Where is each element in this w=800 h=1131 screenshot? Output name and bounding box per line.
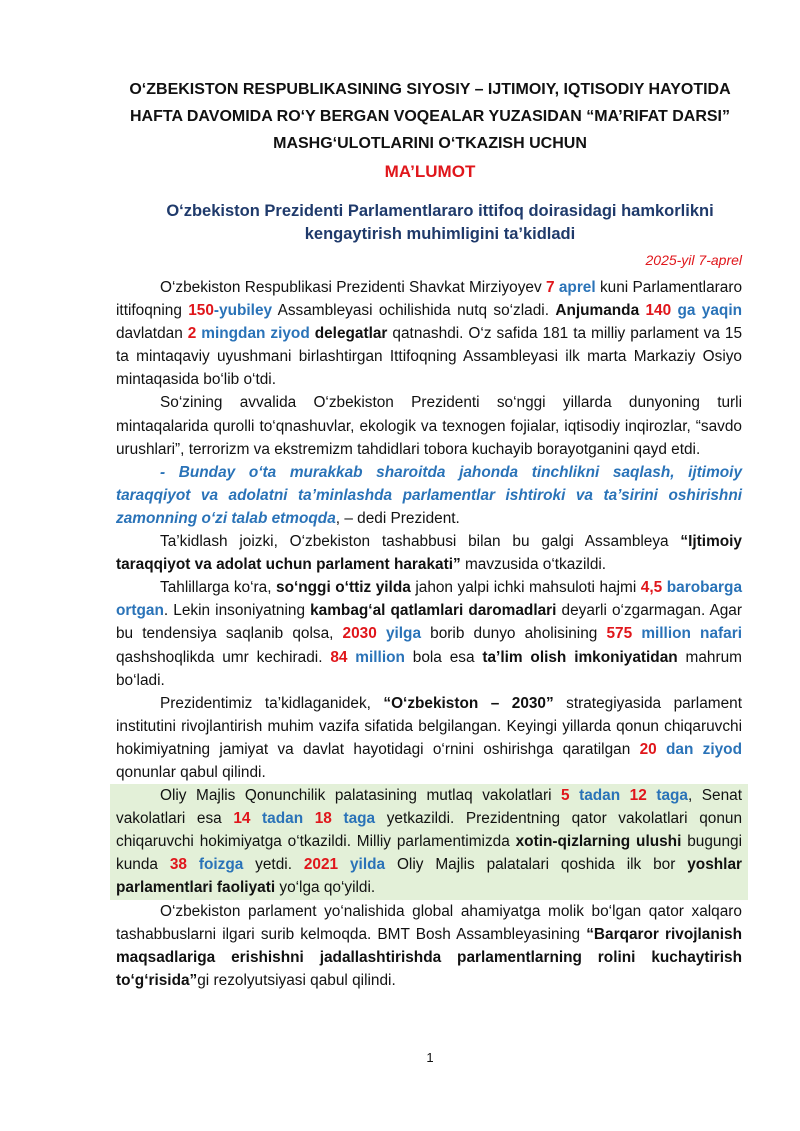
- text: Tahlillarga ko‘ra,: [160, 579, 277, 597]
- highlight-word: mingdan ziyod: [196, 325, 310, 343]
- highlight-word: yilda: [338, 856, 386, 874]
- highlight-number: 5: [561, 787, 570, 805]
- bold-text: ta’lim olish imkoniyatidan: [482, 648, 678, 666]
- text: bola esa: [404, 648, 483, 666]
- article-date: 2025-yil 7-aprel: [645, 252, 742, 268]
- highlight-word: taga: [331, 810, 376, 828]
- paragraph-7-highlighted: [110, 784, 748, 899]
- document-label: MA’LUMOT: [384, 162, 476, 181]
- text: mahrum bo‘ladi.: [116, 648, 742, 689]
- bold-text: kambag‘al qatlamlari daromadlari: [310, 602, 557, 620]
- bold-text: so‘nggi o‘ttiz yilda: [276, 579, 411, 597]
- text: kuni Parlamentlararo ittifoqning: [116, 279, 743, 320]
- bold-text: “O‘zbekiston – 2030”: [383, 694, 554, 712]
- highlight-word: aprel: [554, 279, 596, 296]
- highlight-number: 18: [314, 810, 332, 828]
- highlight-word: tadan: [250, 810, 315, 828]
- bold-text: “Ijtimoiy taraqqiyot va adolat uchun parlament harakati”: [116, 533, 742, 574]
- bold-text: yoshlar parlamentlari faoliyati: [116, 856, 742, 897]
- bold-text: “Barqaror rivojlanish maqsadlariga erishishni jadallashtirishda parlamentlarning rolini kuchaytirish to‘g‘risida”: [116, 925, 743, 989]
- highlight-number: 4,5: [640, 579, 663, 597]
- highlight-word: taga: [646, 787, 688, 805]
- header-line-3: MASHG‘ULOTLARINI O‘TKAZISH UCHUN: [273, 135, 587, 152]
- highlight-word: dan ziyod: [656, 740, 742, 758]
- text: jahon yalpi ichki mahsuloti hajmi: [410, 579, 641, 597]
- text: davlatdan: [116, 325, 188, 343]
- text: yo‘lga qo‘yildi.: [275, 879, 376, 897]
- text: , Senat vakolatlari esa: [116, 787, 742, 828]
- highlight-number: 84: [330, 648, 348, 666]
- highlight-number: 38: [169, 856, 187, 874]
- paragraph-8: [116, 900, 742, 992]
- highlight-number: 14: [233, 810, 251, 828]
- highlight-number: 575: [606, 625, 633, 643]
- paragraph-2: So‘zining avvalida O‘zbekiston Prezidenti so‘nggi yillarda dunyoning turli mintaqalarida qurolli to‘qnashuvlar, ekologik va texnogen fojialar, iqtisodiy inqirozlar, “savdo urushlari”, terrorizm va ekstremizm tahdidlari tobora kuchayib borayotganini qayd etdi.: [116, 394, 742, 458]
- highlight-number: 7: [545, 279, 555, 296]
- bold-text: Anjumanda: [555, 302, 646, 320]
- text: . Lekin insoniyatning: [163, 602, 311, 620]
- paragraph-5: [116, 576, 742, 691]
- highlight-number: 140: [645, 302, 672, 320]
- paragraph-6: [116, 692, 742, 784]
- text: Prezidentimiz ta’kidlaganidek,: [160, 694, 384, 712]
- text: Oliy Majlis Qonunchilik palatasining mutlaq vakolatlari: [160, 787, 562, 805]
- highlight-number: 150: [188, 302, 214, 320]
- text: qashshoqlikda umr kechiradi.: [116, 648, 331, 666]
- article-title: [150, 200, 730, 246]
- highlight-number: 12: [629, 787, 647, 805]
- presidential-quote: - Bunday o‘ta murakkab sharoitda jahonda tinchlikni saqlash, ijtimoiy taraqqiyot va adolatni ta’minlashda parlamentlar ishtiroki va ta’sirini oshirishni zamonning o‘zi talab etmoqda: [116, 463, 742, 527]
- text: qonunlar qabul qilindi.: [116, 763, 266, 781]
- text: mavzusida o‘tkazildi.: [460, 556, 607, 574]
- paragraph-1: [116, 276, 742, 391]
- text: Oliy Majlis palatalari qoshida ilk bor: [385, 856, 688, 874]
- text: Assambleyasi ochilishida nutq so‘zladi.: [272, 302, 556, 320]
- header-line-2: HAFTA DAVOMIDA RO‘Y BERGAN VOQEALAR YUZASIDAN “MA’RIFAT DARSI”: [129, 108, 730, 125]
- text: qatnashdi. O‘z safida 181 ta milliy parlament va 15 ta mintaqaviy uyushmani birlashtirgan Ittifoqning Assambleyasi ilk marta Markaziy Osiyo mintaqasida bo‘lib o‘tdi.: [116, 325, 743, 389]
- text: O‘zbekiston Respublikasi Prezidenti Shavkat Mirziyoyev: [160, 279, 546, 296]
- paragraph-3: [116, 461, 742, 530]
- text: bugungi kunda: [116, 833, 742, 874]
- highlight-word: yilga: [376, 625, 422, 643]
- text: Ta’kidlash joizki, O‘zbekiston tashabbusi bilan bu galgi Assambleya: [160, 533, 681, 551]
- highlight-word: million nafari: [632, 625, 742, 643]
- highlight-number: 20: [639, 740, 657, 758]
- text: borib dunyo aholisining: [421, 625, 607, 643]
- highlight-word: -yubiley: [213, 302, 273, 320]
- text: , – dedi Prezident.: [335, 509, 460, 527]
- highlight-word: foizga: [186, 856, 244, 874]
- highlight-word: barobarga ortgan: [116, 579, 743, 620]
- highlight-word: million: [347, 648, 405, 666]
- article-title-line-2: kengaytirish muhimligini ta’kidladi: [304, 225, 576, 243]
- highlight-number: 2021: [303, 856, 339, 874]
- document-header: [90, 76, 770, 157]
- paragraph-4: [116, 530, 742, 576]
- article-body: [116, 276, 742, 992]
- highlight-number: 2: [187, 325, 197, 343]
- highlight-word: ga yaqin: [671, 302, 742, 320]
- text: O‘zbekiston parlament yo‘nalishida global ahamiyatga molik bo‘lgan qator xalqaro tashabbuslarni ilgari surib kelmoqda. BMT Bosh Assambleyasining: [116, 902, 742, 943]
- page-number: 1: [426, 1050, 434, 1065]
- text: gi rezolyutsiyasi qabul qilindi.: [197, 971, 396, 989]
- highlight-number: 2030: [342, 625, 377, 643]
- text: strategiyasida parlament institutini rivojlantirish muhim vazifa sifatida belgilangan. Keyingi yillarda qonun chiqaruvchi hokimiyatning jamiyat va davlat hayotidagi o‘rnini oshirishga qaratilgan: [116, 694, 743, 758]
- text: yetkazildi. Prezidentning qator vakolatlari qonun chiqaruvchi hokimiyatga o‘tkazildi. Milliy parlamentimizda: [116, 810, 743, 851]
- bold-text: delegatlar: [309, 325, 388, 343]
- header-line-1: O‘ZBEKISTON RESPUBLIKASINING SIYOSIY – IJTIMOIY, IQTISODIY HAYOTIDA: [129, 81, 731, 98]
- bold-text: xotin-qizlarning ulushi: [515, 833, 682, 851]
- article-title-line-1: O‘zbekiston Prezidenti Parlamentlararo ittifoq doirasidagi hamkorlikni: [166, 202, 714, 220]
- text: deyarli o‘zgarmagan. Agar bu tendensiya saqlanib qolsa,: [116, 602, 742, 643]
- text: yetdi.: [243, 856, 304, 874]
- highlight-word: tadan: [569, 787, 630, 805]
